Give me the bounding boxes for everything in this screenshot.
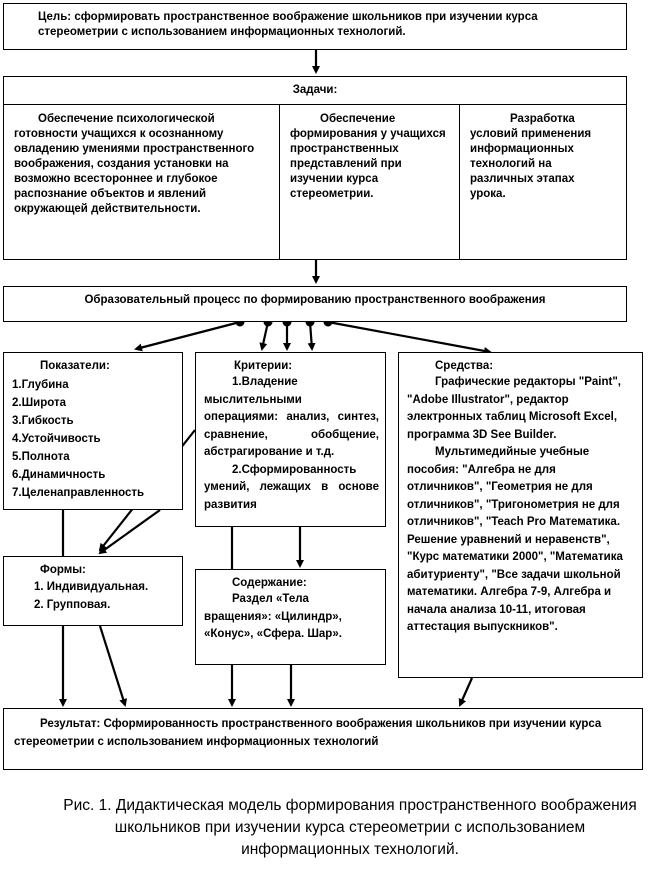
goal-box — [3, 3, 627, 50]
content-text: Раздел «Тела вращения»: «Цилиндр», «Конус», «Сфера. Шар». — [204, 593, 342, 640]
content-title: Содержание: — [232, 577, 307, 589]
list-item: 7.Целенаправленность — [12, 487, 145, 499]
result-text: Сформированность пространственного воображения школьников при изучении курса стереометрии с использованием информационных технологий — [14, 718, 602, 748]
task-2: Обеспечение формирования у учащихся пространственных представлений при изучении курса стереометрии. — [290, 113, 446, 200]
content-box — [195, 569, 386, 665]
goal-text: сформировать пространственное воображение школьников при изучении курса стереометрии с использованием информационных технологий. — [38, 11, 538, 38]
list-item: 2.Широта — [12, 397, 67, 409]
result-label: Результат: — [40, 718, 101, 730]
task-1: Обеспечение психологической готовности учащихся к осознанному овладению умениями пространственного воображения, создания установки на возможно всестороннее и глубокое распознание объектов и явлений окружающей действительности. — [14, 113, 255, 215]
means-title: Средства: — [435, 360, 494, 372]
tasks-box — [3, 76, 627, 260]
means-box — [398, 352, 643, 678]
tasks-title: Задачи: — [4, 77, 626, 105]
criteria-title: Критерии: — [234, 360, 293, 372]
task-3: Разработка условий применения информационных технологий на различных этапах урока. — [470, 113, 592, 200]
list-item: 3.Гибкость — [12, 415, 74, 427]
forms-title: Формы: — [40, 564, 86, 576]
arrow-forms-result — [100, 626, 125, 705]
figure-caption: Рис. 1. Дидактическая модель формирования пространственного воображения школьников при изучении курса стереометрии с использованием информационных технологий. — [63, 797, 637, 858]
indicators-box — [3, 352, 183, 510]
arrow-means-result — [460, 678, 472, 705]
criteria-item-2: 2.Сформированность умений, лежащих в основе развития — [204, 463, 379, 511]
process-box — [3, 286, 627, 322]
arrow-process-indicators — [136, 322, 240, 349]
criteria-box — [195, 352, 386, 527]
arrow-indicators-forms — [100, 510, 160, 553]
list-item: 5.Полнота — [12, 451, 70, 463]
indicators-title: Показатели: — [40, 360, 110, 372]
goal-label: Цель: — [38, 11, 72, 23]
indicators-list — [12, 376, 176, 502]
criteria-item-1: 1.Владение мыслительными операциями: анализ, синтез, сравнение, обобщение, абстрагирование и т.д. — [204, 376, 379, 458]
means-paragraph-1: Графические редакторы "Paint", "Adobe Illustrator", редактор электронных таблиц Microsoft Excel, программа 3D See Builder. — [407, 376, 621, 441]
arrow-process-means — [328, 322, 490, 352]
process-title: Образовательный процесс по формированию пространственного воображения — [84, 294, 546, 306]
list-item: 6.Динамичность — [12, 469, 106, 481]
list-item: 1.Глубина — [12, 379, 69, 391]
list-item: 2. Групповая. — [34, 599, 111, 611]
means-paragraph-2: Мультимедийные учебные пособия: "Алгебра не для отличников", "Геометрия не для отличников", "Тригонометрия не для отличников", "Teach Pro Математика. Решение уравнений и неравенств", "Курс математики 2000", "Математика абитуриенту", "Все задачи школьной математики. Алгебра 7-9, Алгебра и начала анализа 10-11, итоговая аттестация выпускников". — [407, 446, 623, 633]
list-item: 4.Устойчивость — [12, 433, 101, 445]
forms-box — [3, 556, 183, 626]
list-item: 1. Индивидуальная. — [34, 581, 149, 593]
result-box — [3, 708, 643, 770]
